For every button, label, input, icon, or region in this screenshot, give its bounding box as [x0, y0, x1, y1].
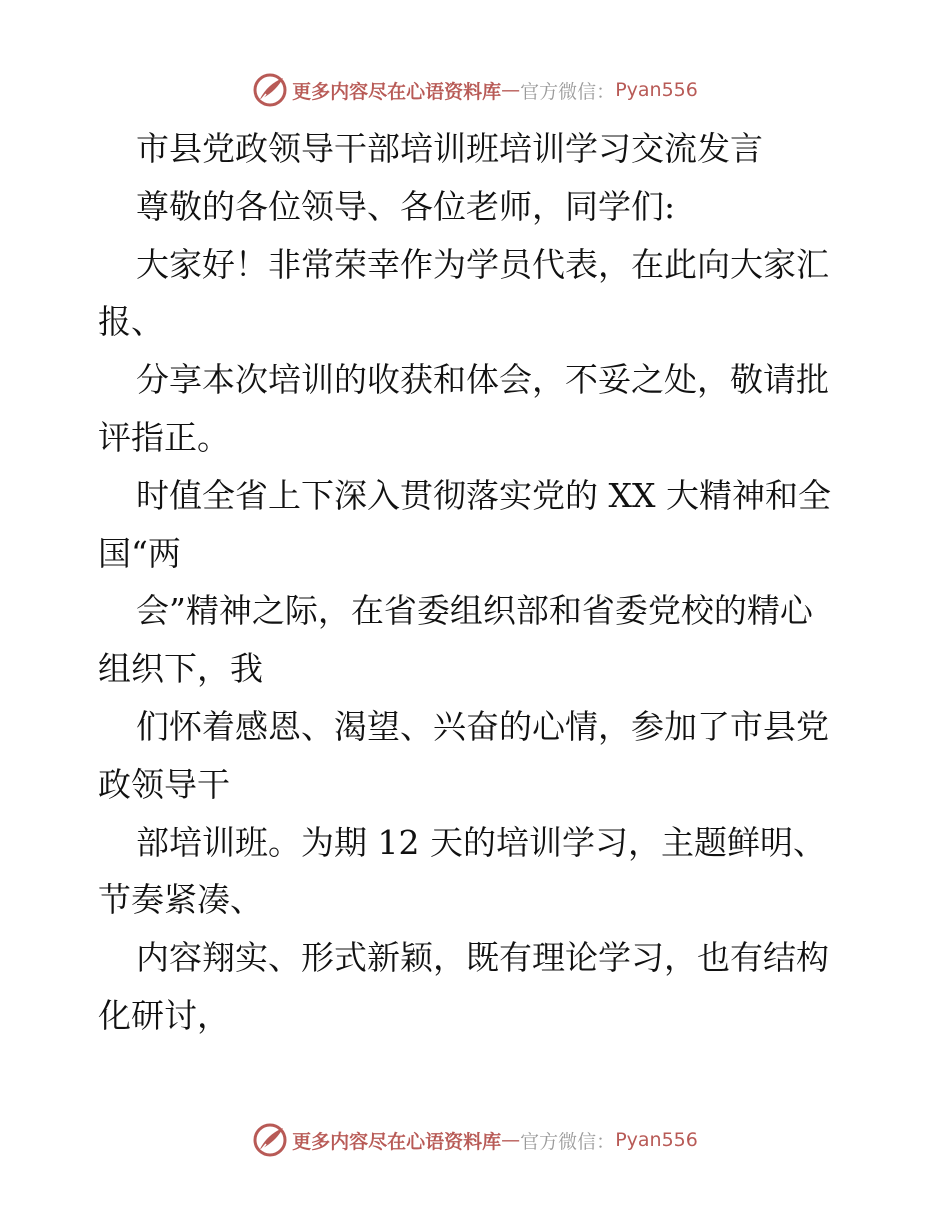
banner-lead-text: 更多内容尽在心语资料库	[292, 1130, 502, 1153]
banner-dash: —	[501, 1129, 521, 1151]
banner-wechat-id: Pyan556	[615, 79, 698, 101]
text-line: 化研讨，	[98, 995, 230, 1035]
text-line: 们怀着感恩、渴望、兴奋的心情，参加了市县党	[136, 706, 829, 746]
banner-lead-text: 更多内容尽在心语资料库	[292, 80, 502, 103]
text-line: 报、	[98, 302, 164, 342]
banner-wechat-id: Pyan556	[615, 1129, 698, 1151]
feather-pen-icon	[252, 1122, 288, 1158]
banner-wechat-label: 官方微信：	[520, 80, 616, 103]
text-line: 组织下，我	[98, 649, 263, 689]
text-line: 节奏紧凑、	[98, 880, 263, 920]
text-line: 政领导干	[98, 764, 230, 804]
text-line: 内容翔实、形式新颖，既有理论学习，也有结构	[136, 938, 829, 978]
text-line: 大家好！非常荣幸作为学员代表，在此向大家汇	[136, 244, 829, 284]
text-line: 分享本次培训的收获和体会，不妥之处，敬请批	[136, 360, 829, 400]
text-line: 国“两	[98, 533, 181, 573]
banner-wechat-label: 官方微信：	[520, 1130, 616, 1153]
salutation: 尊敬的各位领导、各位老师，同学们:	[136, 186, 676, 226]
text-line: 评指正。	[98, 417, 230, 457]
footer-banner	[0, 1120, 950, 1160]
header-banner	[0, 70, 950, 110]
feather-pen-icon	[252, 72, 288, 108]
document-title: 市县党政领导干部培训班培训学习交流发言	[136, 129, 763, 168]
text-line: 部培训班。为期 12 天的培训学习，主题鲜明、	[136, 822, 826, 862]
text-line: 会”精神之际，在省委组织部和省委党校的精心	[136, 591, 813, 631]
banner-dash: —	[501, 79, 521, 101]
text-line: 时值全省上下深入贯彻落实党的 XX 大精神和全	[136, 475, 831, 515]
document-body	[98, 120, 858, 1045]
